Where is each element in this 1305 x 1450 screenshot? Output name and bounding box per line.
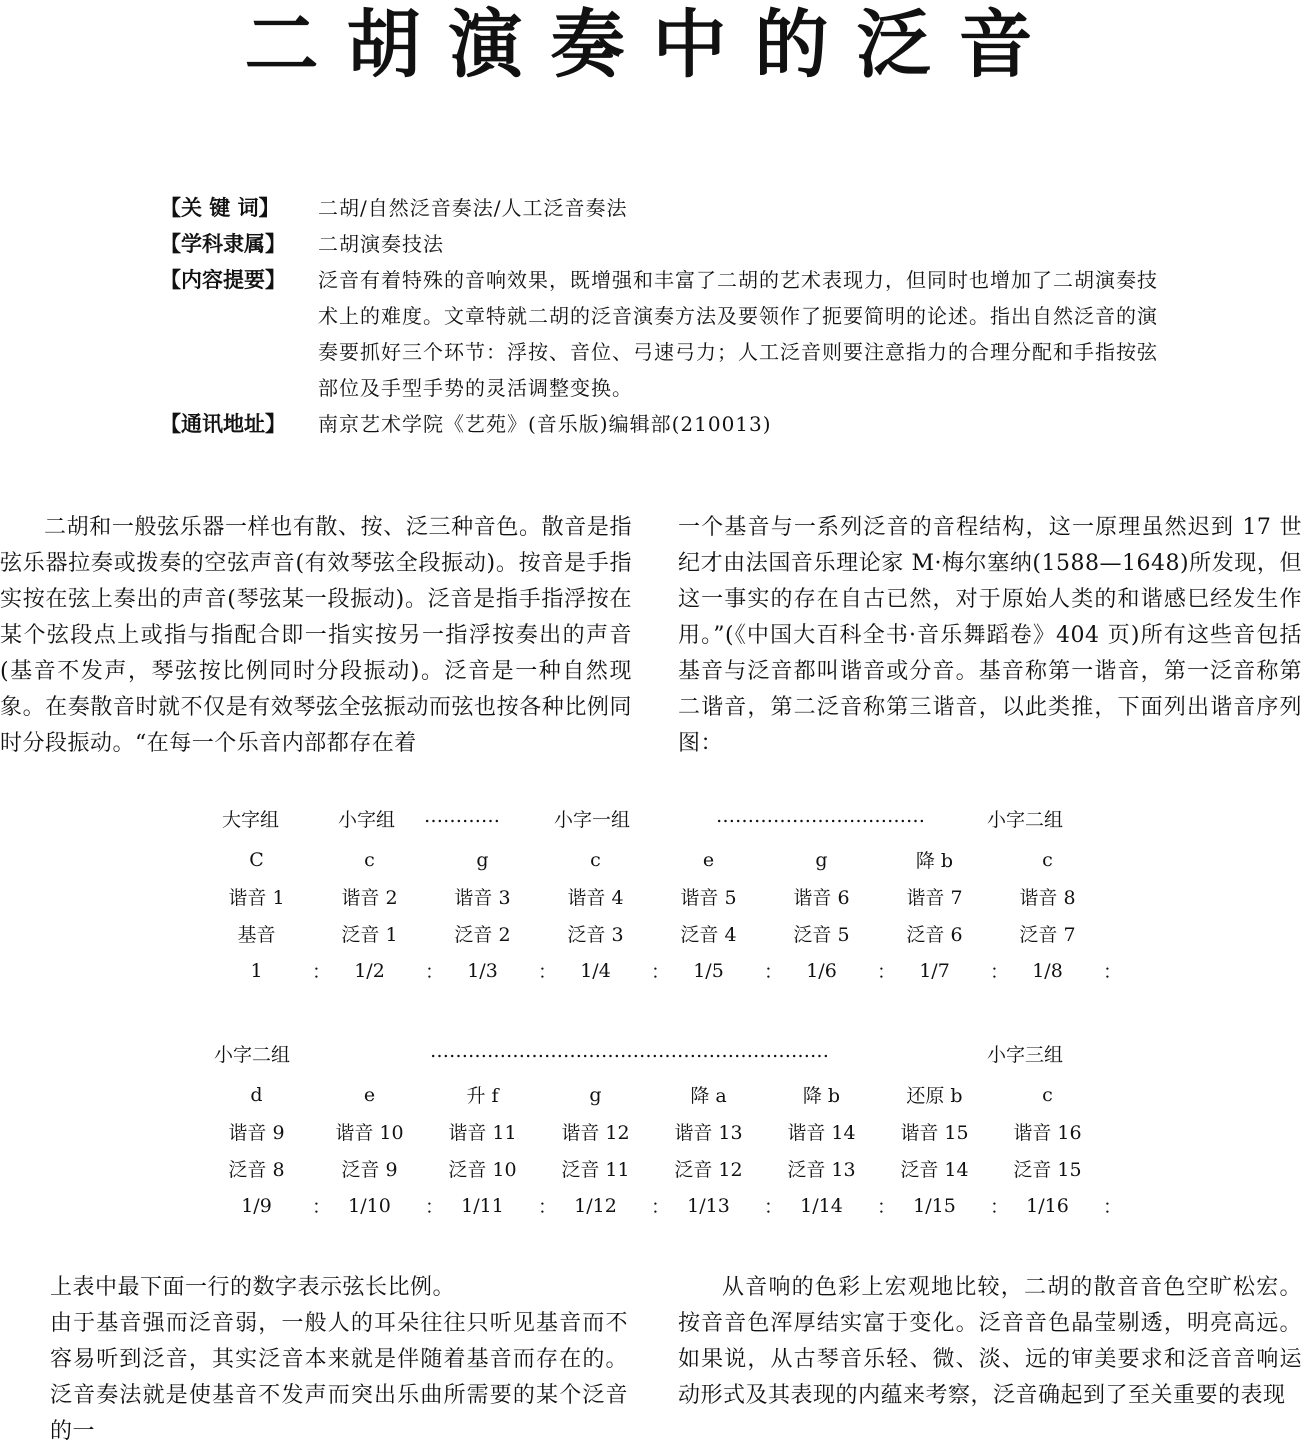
ratio-cell: 1/10 [348, 1194, 391, 1217]
harmonic-cell: 谐音 1 [228, 887, 285, 909]
body-column-left-bottom [50, 1270, 628, 1450]
meta-keywords [160, 190, 1160, 226]
body-column-right-bottom [678, 1270, 1302, 1414]
note-cell: c [1042, 848, 1053, 871]
harmonic-series-table-1 [200, 805, 1123, 989]
overtone-row [200, 915, 1120, 952]
note-cell: 降 a [690, 1085, 727, 1107]
article-title: 二胡演奏中的泛音 [244, 2, 1061, 88]
overtone-cell: 泛音 7 [1019, 924, 1076, 946]
overtone-cell: 泛音 13 [787, 1159, 856, 1181]
harmonic-cell: 谐音 12 [561, 1122, 630, 1144]
harmonic-cell: 谐音 7 [906, 887, 963, 909]
harmonic-cell: 谐音 3 [454, 887, 511, 909]
meta-label: 【通讯地址】 [160, 412, 286, 436]
ratio-cell: 1/6 [806, 959, 837, 982]
meta-value: 二胡/自然泛音奏法/人工泛音奏法 [318, 196, 628, 220]
overtone-cell: 泛音 9 [341, 1159, 398, 1181]
note-row [200, 1076, 1120, 1113]
body-column-left [0, 510, 632, 762]
overtone-cell: 泛音 4 [680, 924, 737, 946]
note-cell: e [702, 848, 715, 871]
ratio-cell: 1/3 [467, 959, 498, 982]
note-row [200, 841, 1120, 878]
note-cell: g [476, 848, 489, 871]
overtone-cell: 泛音 12 [674, 1159, 743, 1181]
note-cell: 还原 b [906, 1085, 963, 1107]
note-cell: C [249, 848, 264, 871]
paragraph: 由于基音强而泛音弱，一般人的耳朵往往只听见基音而不容易听到泛音，其实泛音本来就是伴随着基音而存在的。泛音奏法就是使基音不发声而突出乐曲所需要的某个泛音的一 [50, 1311, 628, 1444]
note-cell: d [250, 1083, 263, 1106]
octave-group-label: 小字三组 [987, 1044, 1064, 1066]
ratio-row: 1/9 ： 1/10 ： 1/11 ： 1/12 ： 1/13 ： 1/14 ： 1/15 ： 1/16 ： [200, 1187, 1120, 1224]
octave-group-label: 小字组 [338, 809, 396, 831]
harmonic-cell: 谐音 14 [787, 1122, 856, 1144]
note-cell: 降 b [802, 1085, 841, 1107]
article-metadata [160, 190, 1160, 442]
ratio-cell: 1/11 [461, 1194, 504, 1217]
ratio-cell: 1/2 [354, 959, 385, 982]
overtone-cell: 泛音 10 [448, 1159, 517, 1181]
overtone-row [200, 1150, 1120, 1187]
overtone-cell: 泛音 5 [793, 924, 850, 946]
octave-group-dots: …………………………… [716, 805, 925, 827]
harmonic-cell: 谐音 2 [341, 887, 398, 909]
note-cell: e [363, 1083, 376, 1106]
paragraph: 二胡和一般弦乐器一样也有散、按、泛三种音色。散音是指弦乐器拉奏或拨奏的空弦声音(有效琴弦全段振动)。按音是手指实按在弦上奏出的声音(琴弦某一段振动)。泛音是指手指浮按在某个弦段点上或指与指配合即一指实按另一指浮按奏出的声音(基音不发声，琴弦按比例同时分段振动)。泛音是一种自然现象。在奏散音时就不仅是有效琴弦全弦振动而弦也按各种比例同时分段振动。“在每一个乐音内部都存在着 [0, 515, 632, 756]
harmonic-cell: 谐音 9 [228, 1122, 285, 1144]
overtone-cell: 泛音 6 [906, 924, 963, 946]
octave-group-dots: ………… [424, 805, 500, 827]
harmonic-cell: 谐音 15 [900, 1122, 969, 1144]
meta-value: 南京艺术学院《艺苑》(音乐版)编辑部(210013) [318, 412, 772, 436]
note-cell: c [364, 848, 375, 871]
overtone-cell: 泛音 8 [228, 1159, 285, 1181]
overtone-cell: 基音 [237, 924, 276, 946]
harmonic-cell: 谐音 11 [448, 1122, 517, 1144]
ratio-cell: 1/4 [580, 959, 611, 982]
ratio-cell: 1/5 [693, 959, 724, 982]
ratio-cell: 1/9 [241, 1194, 272, 1217]
meta-value: 泛音有着特殊的音响效果，既增强和丰富了二胡的艺术表现力，但同时也增加了二胡演奏技术上的难度。文章特就二胡的泛音演奏方法及要领作了扼要简明的论述。指出自然泛音的演奏要抓好三个环节：浮按、音位、弓速弓力；人工泛音则要注意指力的合理分配和手指按弦部位及手型手势的灵活调整变换。 [318, 268, 1158, 400]
note-cell: c [1042, 1083, 1053, 1106]
meta-discipline [160, 226, 1160, 262]
harmonic-cell: 谐音 13 [674, 1122, 743, 1144]
ratio-cell: 1/8 [1032, 959, 1063, 982]
note-cell: 升 f [466, 1085, 499, 1107]
ratio-cell: 1/13 [687, 1194, 730, 1217]
note-cell: c [590, 848, 601, 871]
overtone-cell: 泛音 2 [454, 924, 511, 946]
harmonic-cell: 谐音 8 [1019, 887, 1076, 909]
harmonic-cell: 谐音 16 [1013, 1122, 1082, 1144]
harmonic-cell: 谐音 5 [680, 887, 737, 909]
ratio-cell: 1 [250, 959, 263, 982]
ratio-cell: 1/15 [913, 1194, 956, 1217]
harmonic-series-table-2 [200, 1040, 1123, 1224]
harmonic-cell: 谐音 4 [567, 887, 624, 909]
paragraph: 上表中最下面一行的数字表示弦长比例。 [50, 1275, 456, 1300]
note-cell: g [589, 1083, 602, 1106]
ratio-cell: 1/7 [919, 959, 950, 982]
ratio-cell: 1/14 [800, 1194, 843, 1217]
meta-abstract [160, 262, 1160, 406]
octave-group-label: 大字组 [222, 809, 280, 831]
harmonic-row [200, 1113, 1120, 1150]
harmonic-cell: 谐音 10 [335, 1122, 404, 1144]
harmonic-row [200, 878, 1120, 915]
octave-group-label: 小字一组 [554, 809, 631, 831]
overtone-cell: 泛音 1 [341, 924, 398, 946]
note-cell: g [815, 848, 828, 871]
ratio-cell: 1/16 [1026, 1194, 1069, 1217]
octave-group-dots: ……………………………………………………… [430, 1040, 829, 1062]
meta-value: 二胡演奏技法 [318, 232, 444, 256]
paragraph: 一个基音与一系列泛音的音程结构，这一原理虽然迟到 17 世纪才由法国音乐理论家 M·梅尔塞纳(1588—1648)所发现，但这一事实的存在自古已然，对于原始人类的和谐感巳经发生作用。”(《中国大百科全书·音乐舞蹈卷》404 页)所有这些音包括基音与泛音都叫谐音或分音。基音称第一谐音，第一泛音称第二谐音，第二泛音称第三谐音，以此类推，下面列出谐音序列图： [678, 515, 1302, 756]
meta-label: 【关 键 词】 [160, 196, 280, 220]
harmonic-cell: 谐音 6 [793, 887, 850, 909]
octave-group-label: 小字二组 [214, 1044, 291, 1066]
ratio-cell: 1/12 [574, 1194, 617, 1217]
overtone-cell: 泛音 14 [900, 1159, 969, 1181]
meta-label: 【内容提要】 [160, 268, 286, 292]
octave-group-label: 小字二组 [987, 809, 1064, 831]
meta-address [160, 406, 1160, 442]
paragraph: 从音响的色彩上宏观地比较，二胡的散音音色空旷松宏。按音音色浑厚结实富于变化。泛音音色晶莹剔透，明亮高远。如果说，从古琴音乐轻、微、淡、远的审美要求和泛音音响运动形式及其表现的内蕴来考察，泛音确起到了至关重要的表现 [678, 1275, 1302, 1408]
octave-group-row [200, 1040, 1120, 1076]
octave-group-row [200, 805, 1120, 841]
overtone-cell: 泛音 15 [1013, 1159, 1082, 1181]
overtone-cell: 泛音 3 [567, 924, 624, 946]
meta-label: 【学科隶属】 [160, 232, 286, 256]
body-column-right [678, 510, 1302, 762]
note-cell: 降 b [915, 850, 954, 872]
overtone-cell: 泛音 11 [561, 1159, 630, 1181]
ratio-row: 1 ： 1/2 ： 1/3 ： 1/4 ： 1/5 ： 1/6 ： 1/7 ： 1/8 ： [200, 952, 1120, 989]
